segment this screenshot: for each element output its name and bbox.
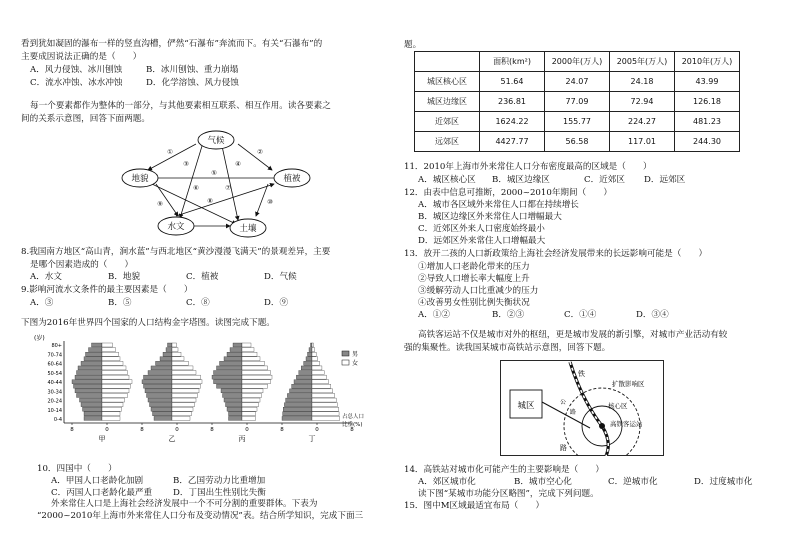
arrow-label-9: ⑨ (157, 200, 163, 208)
pyramid-bar-male (166, 348, 172, 352)
pyramid-bar-male (221, 389, 242, 393)
q12-option-d[interactable]: D．远郊区外来常住人口增幅最大 (418, 236, 546, 246)
node-soil: 土壤 (239, 224, 257, 234)
pyramid-bar-female (312, 352, 316, 356)
q7-option-d[interactable]: D．化学溶蚀、风力侵蚀 (146, 78, 239, 88)
pyramid-bar-female (102, 403, 123, 407)
q13-stem: 13．放开二孩的人口新政策给上海社会经济发展带来的长远影响可能是（ ） (404, 249, 708, 259)
table-cell: 481.23 (675, 112, 740, 132)
q8-stem-line1: 8.我国南方地区“高山青，涧水蓝”与西北地区“黄沙漫漫飞满天”的景观差异，主要 (21, 247, 331, 257)
core-zone-label: 核心区 (608, 402, 628, 410)
arrow-label-6: ⑥ (193, 184, 199, 192)
arrow-label-10: ⑩ (267, 198, 273, 206)
q14-option-b[interactable]: B．城市空心化 (514, 477, 572, 487)
railway-intro-line2: 强的集聚性。读我国某城市高铁站示意图，回答下题。 (404, 343, 611, 353)
x-tick-label: 0 (105, 427, 109, 433)
pyramid-bar-female (172, 403, 195, 407)
q9-option-d[interactable]: D．⑨ (264, 298, 289, 308)
pyramid-bar-male (229, 412, 243, 416)
x-tick-label: 0 (175, 427, 179, 433)
q14-option-d[interactable]: D．过度城市化 (694, 477, 753, 487)
pyramid-bar-male (284, 403, 312, 407)
pyramid-bar-female (172, 343, 177, 347)
urban-area-label: 城区 (517, 401, 535, 411)
pyramid-bar-female (242, 361, 265, 365)
pyramid-bar-female (102, 357, 120, 361)
arrow-label-5: ⑤ (211, 169, 217, 177)
table-cell: 城区核心区 (415, 72, 480, 92)
pyramid-bar-female (242, 371, 271, 375)
pyramid-bar-female (172, 348, 178, 352)
q10-option-d[interactable]: D．丁国出生性别比失衡 (173, 488, 266, 498)
pyramid-bar-female (242, 407, 257, 411)
q14-option-a[interactable]: A．郊区城市化 (418, 477, 476, 487)
q10-options-row1 (51, 476, 265, 487)
pyramid-bar-female (242, 389, 263, 393)
q15-stem: 15．图中M区域最适宜布局（ ） (404, 501, 545, 511)
pyramid-bar-female (172, 352, 181, 356)
age-tick-label: 20-24 (47, 398, 62, 405)
pyramid-bar-female (312, 398, 336, 402)
pyramid-bar-female (312, 384, 331, 388)
population-pyramids-chart (20, 333, 380, 445)
pyramid-bar-male (78, 366, 102, 370)
pyramid-bar-female (102, 389, 129, 393)
pyramid-x-label-2: 比重(%) (342, 422, 363, 428)
pyramid-bar-female (242, 357, 260, 361)
pyramid-bar-male (77, 393, 103, 397)
pyramid-bar-male (309, 348, 312, 352)
pyramid-bar-male (154, 416, 172, 420)
station-label: 高铁客运站 (610, 420, 643, 428)
q12-option-a[interactable]: A．城市各区域外来常住人口都在持续增长 (418, 200, 579, 210)
road-lu-label: 路 (570, 409, 577, 416)
pyramid-bar-female (242, 403, 259, 407)
pyramid-bar-female (102, 375, 129, 379)
pyramid-bar-male (299, 371, 312, 375)
pyramid-bar-female (172, 366, 193, 370)
pyramid-bar-male (148, 398, 172, 402)
pyramid-bar-male (217, 366, 243, 370)
q12-option-c[interactable]: C．近郊区外来人口密度始终最小 (418, 224, 545, 234)
q9-option-a[interactable]: A．③ (30, 298, 54, 308)
q13-option-a[interactable]: A．①② (418, 310, 450, 320)
age-tick-label: 70-74 (47, 352, 62, 359)
pyramid-bar-male (144, 375, 173, 379)
pyramid-bar-female (242, 393, 262, 397)
table-cell: 117.01 (610, 132, 675, 152)
age-tick-label: 30-34 (47, 389, 62, 396)
x-tick-label: 8 (280, 427, 284, 433)
pyramid-bar-male (75, 375, 102, 379)
pyramid-bar-male (220, 361, 243, 365)
arrow-climate-hydrology (180, 146, 202, 218)
pyramid-bar-female (172, 398, 196, 402)
pyramid-bar-male (304, 361, 312, 365)
pyramid-bar-female (172, 416, 190, 420)
pyramid-bar-female (242, 352, 257, 356)
pyramid-bar-male (148, 371, 172, 375)
table-cell: 1624.22 (480, 112, 545, 132)
x-tick-label: 8 (70, 427, 74, 433)
age-tick-label: 80+ (51, 343, 62, 349)
arrow-label-8: ⑧ (207, 197, 213, 205)
q13-options (418, 310, 669, 321)
element-intro-line2: 间的关系示意图，回答下面两题。 (21, 114, 150, 124)
pyramid-bar-female (312, 416, 340, 420)
table-cell: 224.27 (610, 112, 675, 132)
pyramid-bar-male (92, 343, 103, 347)
pyramid-bar-male (75, 389, 102, 393)
pyramid-age-unit: (岁) (34, 335, 45, 342)
x-tick-label: 8 (350, 427, 354, 433)
age-tick-label: 0-4 (53, 417, 62, 423)
x-tick-label: 8 (210, 427, 214, 433)
pyramid-bar-male (224, 398, 242, 402)
pyramid-bar-male (294, 380, 312, 384)
pyramid-bar-female (172, 371, 196, 375)
arrow-label-2: ② (257, 148, 263, 156)
pyramid-bar-male (145, 389, 172, 393)
pyramid-bar-male (233, 343, 242, 347)
pyramid-bar-male (168, 343, 173, 347)
pyramid-bar-male (223, 393, 243, 397)
q7-option-a[interactable]: A．风力侵蚀、冰川刨蚀 (30, 65, 123, 75)
table-cell: 236.81 (480, 92, 545, 112)
pyramid-bar-female (312, 389, 333, 393)
table-cell: 43.99 (675, 72, 740, 92)
q11-option-a[interactable]: A．城区核心区 (418, 175, 476, 185)
pyramid-bar-male (151, 366, 172, 370)
pyramid-bar-male (214, 380, 243, 384)
pyramid-intro: 下图为2016年世界四个国家的人口结构金字塔图。读图完成下题。 (21, 318, 275, 328)
pyramid-bar-male (287, 393, 312, 397)
q7-option-b[interactable]: B．冰川刨蚀、重力崩塌 (146, 65, 239, 75)
pyramid-bar-male (151, 407, 172, 411)
pyramid-x-label: 占总人口 (342, 414, 365, 420)
q13-item-2: ②导致人口增长率大幅度上升 (418, 274, 530, 284)
pyramid-bar-female (172, 389, 199, 393)
pyramid-bar-male (84, 412, 102, 416)
pyramid-bar-female (312, 375, 326, 379)
q8-option-c[interactable]: C．植被 (186, 272, 219, 282)
arrow-label-4: ④ (235, 160, 241, 168)
q7-options-row2 (30, 78, 239, 89)
pyramid-bar-female (172, 361, 189, 365)
railway-station-map (500, 360, 664, 456)
table-row (415, 92, 740, 112)
q11-options (418, 175, 685, 186)
legend-female: 女 (352, 360, 359, 367)
pyramid-bar-female (172, 393, 198, 397)
table-cell: 4427.77 (480, 132, 545, 152)
pyramid-bar-male (77, 371, 103, 375)
pyramid-bar-male (214, 371, 243, 375)
pyramid-bar-female (102, 361, 123, 365)
pyramid-bar-female (102, 416, 120, 420)
pyramid-bar-female (242, 366, 268, 370)
pyramid-bar-female (242, 343, 251, 347)
q13-option-c[interactable]: C．①④ (564, 310, 597, 320)
pyramid-bar-male (163, 352, 172, 356)
pyramid-bar-female (312, 357, 318, 361)
pyramid-bar-female (102, 348, 116, 352)
arrow-climate-vegetation (238, 144, 272, 170)
q13-option-d[interactable]: D．③④ (636, 310, 669, 320)
pyramid-bar-male (226, 403, 243, 407)
function-zone-intro: 读下图“某城市功能分区略图”，完成下列问题。 (418, 489, 599, 499)
pyramid-bar-male (212, 375, 242, 379)
pyramid-bar-female (102, 343, 113, 347)
table-cell: 城区边缘区 (415, 92, 480, 112)
q9-stem: 9.影响河流水文条件的最主要因素是（ ） (21, 285, 193, 295)
table-cell: 24.18 (610, 72, 675, 92)
pyramid-bar-male (230, 348, 242, 352)
node-climate: 气候 (207, 136, 225, 146)
q7-option-c[interactable]: C．流水冲蚀、冰水冲蚀 (30, 78, 123, 88)
table-header-row (415, 52, 740, 72)
q10-option-b[interactable]: B．乙国劳动力比重增加 (173, 476, 266, 486)
q10-options-row2 (51, 488, 266, 499)
pyramid-bar-male (283, 412, 312, 416)
legend-female-swatch (342, 360, 349, 365)
shanghai-intro-line1: 外来常住人口是上海社会经济发展中一个不可分割的重要群体。下表为 (51, 499, 318, 509)
pyramid-bar-female (312, 348, 315, 352)
x-tick-label: 0 (315, 427, 319, 433)
pyramid-bar-male (72, 380, 102, 384)
pyramid-bar-male (156, 361, 173, 365)
q11-stem: 11．2010年上海市外来常住人口分布密度最高的区域是（ ） (404, 162, 652, 172)
pyramid-bar-female (102, 352, 119, 356)
pyramid-bar-male (311, 343, 313, 347)
pyramid-bar-female (242, 384, 268, 388)
element-intro-line1: 每一个要素都作为整体的一部分，与其他要素相互联系、相互作用。读各要素之 (30, 101, 331, 111)
pyramid-bar-female (172, 357, 184, 361)
q13-item-4: ④改善男女性别比例失衡状况 (418, 298, 530, 308)
shanghai-intro-line2: “2000~2010年上海市外来常住人口分布及变动情况”表。结合所学知识，完成下面三 (37, 511, 364, 521)
railway-tie-label: 铁 (578, 370, 585, 378)
table-header-cell: 2005年(万人) (610, 52, 675, 72)
pyramid-bar-male (227, 407, 242, 411)
arrow-label-1: ① (167, 148, 173, 156)
age-tick-label: 60-64 (47, 361, 62, 368)
q10-option-a[interactable]: A．甲国人口老龄化加剧 (51, 476, 144, 486)
pyramid-bar-male (229, 416, 243, 420)
pyramid-bar-male (150, 403, 173, 407)
table-header-cell: 2010年(万人) (675, 52, 740, 72)
pyramid-bar-female (242, 398, 260, 402)
pyramid-bar-female (102, 371, 128, 375)
railway-road-label: 路 (560, 444, 567, 452)
table-cell: 近郊区 (415, 112, 480, 132)
pyramid-bar-male (83, 407, 103, 411)
table-cell: 77.09 (545, 92, 610, 112)
element-relationship-diagram (118, 128, 314, 240)
pyramid-bar-male (153, 412, 173, 416)
pyramid-bar-male (81, 403, 102, 407)
table-cell: 51.64 (480, 72, 545, 92)
pyramid-bar-female (242, 412, 256, 416)
table-cell: 56.58 (545, 132, 610, 152)
table-header-cell: 面积(km²) (480, 52, 545, 72)
pyramid-bar-female (242, 348, 254, 352)
age-tick-label: 50-54 (47, 370, 62, 377)
pyramid-bar-male (86, 352, 103, 356)
pyramid-bar-female (102, 393, 128, 397)
country-label: 乙 (168, 435, 176, 443)
age-tick-label: 10-14 (47, 407, 62, 414)
q13-option-b[interactable]: B．②③ (492, 310, 525, 320)
pyramid-bar-female (172, 384, 201, 388)
table-row (415, 72, 740, 92)
q10-stem: 10．四国中（ ） (37, 464, 117, 474)
pyramid-bar-male (160, 357, 172, 361)
table-row (415, 112, 740, 132)
q13-item-1: ①增加人口老龄化带来的压力 (418, 262, 530, 272)
pyramid-bar-male (308, 352, 313, 356)
table-cell: 126.18 (675, 92, 740, 112)
node-hydrology: 水文 (167, 222, 185, 232)
q7-stem-line2: 主要成因说法正确的是（ ） (21, 52, 142, 62)
table-cell: 72.94 (610, 92, 675, 112)
q8-stem-line2: 是哪个因素造成的（ ） (30, 260, 134, 270)
pyramid-bar-female (102, 384, 131, 388)
q13-item-3: ③缓解劳动人口比重减少的压力 (418, 286, 539, 296)
shanghai-population-table (414, 51, 740, 152)
q12-stem: 12．由表中信息可推断，2000~2010年期间（ ） (404, 188, 612, 198)
intro-continuation: 题。 (404, 40, 422, 50)
pyramid-bar-male (74, 384, 103, 388)
pyramid-bar-male (217, 384, 243, 388)
pyramid-bar-female (102, 398, 125, 402)
arrow-label-3: ③ (183, 160, 189, 168)
legend-male: 男 (352, 351, 359, 358)
pyramid-bar-male (292, 384, 312, 388)
x-tick-label: 0 (245, 427, 249, 433)
q8-option-b[interactable]: B．地貌 (108, 272, 141, 282)
pyramid-bar-female (312, 407, 338, 411)
pyramid-bar-female (172, 407, 193, 411)
q10-option-c[interactable]: C．丙国人口老龄化最严重 (51, 488, 153, 498)
pyramid-bar-female (102, 407, 122, 411)
q8-option-d[interactable]: D．气候 (264, 272, 297, 282)
pyramid-bar-male (80, 398, 103, 402)
pyramid-bar-male (81, 361, 102, 365)
q8-options (30, 272, 297, 283)
pyramid-bar-female (312, 371, 324, 375)
pyramid-bar-female (242, 416, 256, 420)
pyramid-bar-male (296, 375, 312, 379)
table-header-cell (415, 52, 480, 72)
table-cell: 244.30 (675, 132, 740, 152)
pyramid-bar-male (290, 389, 313, 393)
q9-option-c[interactable]: C．⑧ (186, 298, 210, 308)
pyramid-bar-female (312, 366, 322, 370)
pyramid-bar-male (301, 366, 312, 370)
pyramid-bar-female (312, 380, 329, 384)
q7-options-row1 (30, 65, 238, 76)
q9-options (30, 298, 288, 309)
pyramid-bar-female (312, 361, 320, 365)
q11-option-c[interactable]: C．近郊区 (584, 175, 625, 185)
pyramid-bar-male (142, 380, 172, 384)
x-tick-label: 8 (140, 427, 144, 433)
q7-stem-line1: 看到犹如凝固的瀑布一样的竖直沟槽，俨然“石瀑布”奔流而下。有关“石瀑布”的 (21, 39, 323, 49)
pyramid-bar-male (306, 357, 312, 361)
table-cell: 155.77 (545, 112, 610, 132)
pyramid-bar-male (286, 398, 312, 402)
pyramid-bar-female (102, 380, 132, 384)
pyramid-bar-male (147, 393, 173, 397)
pyramid-bar-male (227, 352, 242, 356)
pyramid-bar-male (282, 416, 312, 420)
pyramid-bar-female (312, 343, 313, 347)
node-landform: 地貌 (131, 174, 149, 184)
table-cell: 远郊区 (415, 132, 480, 152)
table-cell: 24.07 (545, 72, 610, 92)
pyramid-bar-male (89, 348, 103, 352)
q11-option-b[interactable]: B．城区边缘区 (492, 175, 550, 185)
country-label: 丙 (238, 435, 246, 443)
pyramid-bar-female (172, 412, 192, 416)
station-dot (599, 423, 605, 429)
q14-options (418, 477, 752, 488)
railway-intro-line1: 高铁客运站不仅是城市对外的枢纽，更是城市发展的新引擎，对城市产业活动有较 (418, 330, 728, 340)
pyramid-bar-male (84, 357, 102, 361)
pyramid-bar-female (172, 375, 201, 379)
pyramid-bar-female (102, 366, 126, 370)
pyramid-bar-female (242, 375, 272, 379)
legend-male-swatch (342, 351, 349, 356)
pyramid-bar-male (144, 384, 173, 388)
q9-option-b[interactable]: B．⑤ (108, 298, 132, 308)
pyramid-bar-female (242, 380, 271, 384)
spread-zone-label: 扩散影响区 (612, 380, 645, 388)
country-label: 甲 (98, 435, 106, 443)
q11-option-d[interactable]: D．远郊区 (644, 175, 686, 185)
arrow-climate-soil (222, 146, 238, 220)
pyramid-bar-female (172, 380, 202, 384)
pyramid-bar-female (312, 412, 339, 416)
table-header-cell: 2000年(万人) (545, 52, 610, 72)
q8-option-a[interactable]: A．水文 (30, 272, 62, 282)
q14-stem: 14．高铁站对城市化可能产生的主要影响是（ ） (404, 465, 604, 475)
q12-option-b[interactable]: B．城区边缘区外来常住人口增幅最大 (418, 212, 562, 222)
age-tick-label: 40-44 (47, 380, 62, 386)
pyramid-bar-male (84, 416, 102, 420)
pyramid-bar-female (312, 403, 337, 407)
q14-option-c[interactable]: C．逆城市化 (608, 477, 658, 487)
pyramid-bar-male (283, 407, 312, 411)
pyramid-bar-female (102, 412, 120, 416)
pyramid-bar-female (312, 393, 335, 397)
road-gong-label: 公 (560, 399, 567, 406)
node-vegetation: 植被 (283, 174, 301, 184)
arrow-label-7: ⑦ (225, 184, 231, 192)
country-label: 丁 (308, 435, 316, 443)
table-row (415, 132, 740, 152)
pyramid-bar-male (224, 357, 242, 361)
